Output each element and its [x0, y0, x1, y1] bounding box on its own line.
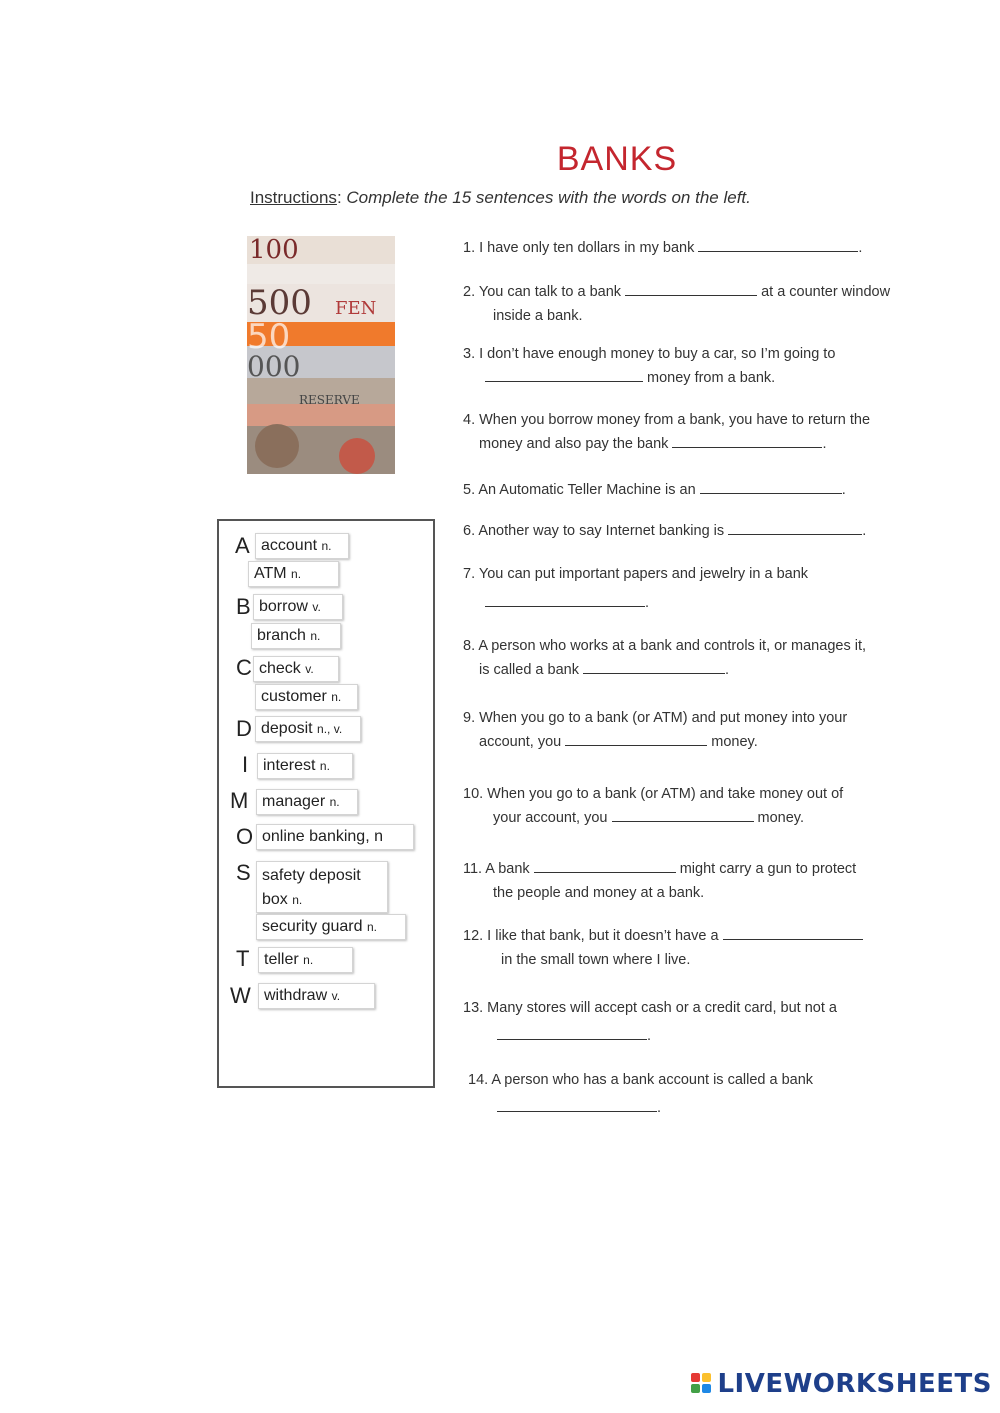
word-tile-atm[interactable]	[248, 561, 339, 587]
word-pos: n.	[321, 539, 332, 553]
word-tile-manager[interactable]	[256, 789, 358, 815]
word-pos: v.	[305, 662, 314, 676]
answer-blank[interactable]	[583, 659, 725, 674]
answer-blank[interactable]	[625, 281, 757, 296]
word-tile-security-guard[interactable]	[256, 914, 406, 940]
question-text: is called a bank	[479, 662, 583, 678]
question-text: 1. I have only ten dollars in my bank	[463, 240, 699, 256]
word-pos: v.	[312, 600, 321, 614]
word-text: customer	[261, 688, 327, 705]
word-bank-letter: I	[242, 752, 249, 777]
question-text: in the small town where I live.	[501, 952, 691, 968]
word-tile-branch[interactable]	[251, 623, 341, 649]
question-text: at a counter window	[757, 284, 891, 300]
question-text: money.	[707, 734, 758, 750]
instructions	[250, 188, 751, 208]
liveworksheets-logo-text: LIVEWORKSHEETS	[717, 1369, 992, 1399]
word-tile-safety-deposit-box[interactable]	[256, 861, 388, 913]
answer-blank[interactable]	[485, 592, 645, 607]
question-text: 5. An Automatic Teller Machine is an	[463, 482, 700, 498]
question-7	[463, 562, 808, 615]
answer-blank[interactable]	[485, 367, 643, 382]
question-text: the people and money at a bank.	[493, 885, 705, 901]
question-text: inside a bank.	[493, 308, 583, 324]
question-text: money from a bank.	[643, 370, 776, 386]
answer-blank[interactable]	[497, 1097, 657, 1112]
word-tile-deposit[interactable]	[255, 716, 361, 742]
question-14	[468, 1068, 813, 1120]
answer-blank[interactable]	[672, 433, 822, 448]
question-text: might carry a gun to protect	[675, 861, 857, 877]
word-pos: n.	[292, 893, 303, 907]
question-text: account, you	[479, 734, 566, 750]
word-tile-account[interactable]	[255, 533, 349, 559]
word-text: account	[261, 537, 318, 554]
word-pos: n.	[310, 629, 321, 643]
word-tile-withdraw[interactable]	[258, 983, 375, 1009]
question-6	[463, 519, 866, 543]
question-text: .	[822, 436, 827, 452]
word-bank-letter: T	[236, 946, 250, 971]
instructions-text: Complete the 15 sentences with the words on the left.	[346, 188, 751, 207]
word-text: branch	[257, 627, 306, 644]
question-text: .	[657, 1100, 662, 1116]
word-tile-interest[interactable]	[257, 753, 353, 779]
question-text: 7. You can put important papers and jewelry in a bank	[463, 566, 809, 582]
word-text: safety deposit	[262, 867, 361, 884]
answer-blank[interactable]	[728, 520, 862, 535]
instructions-colon: :	[336, 188, 342, 207]
question-text: money.	[753, 810, 805, 826]
question-8	[463, 634, 866, 682]
word-text: deposit	[261, 720, 313, 737]
word-text: interest	[263, 757, 316, 774]
word-pos: n.	[319, 759, 330, 773]
question-4	[463, 408, 870, 456]
answer-blank[interactable]	[700, 479, 842, 494]
banknotes-photo	[247, 236, 395, 474]
word-pos: n.	[329, 795, 340, 809]
word-bank-letter: A	[235, 533, 250, 558]
svg-text:500: 500	[247, 283, 312, 323]
word-text: security guard	[262, 918, 363, 935]
question-2	[463, 280, 890, 328]
question-13	[463, 996, 837, 1048]
svg-text:RESERVE: RESERVE	[299, 393, 360, 407]
answer-blank[interactable]	[534, 858, 676, 873]
question-text: .	[862, 523, 867, 539]
question-3	[463, 342, 835, 390]
word-tile-customer[interactable]	[255, 684, 358, 710]
answer-blank[interactable]	[698, 237, 858, 252]
word-bank-letter: C	[236, 655, 252, 680]
question-text: 6. Another way to say Internet banking is	[463, 523, 729, 539]
question-text: 14. A person who has a bank account is called a bank	[468, 1072, 814, 1088]
word-pos: n.	[366, 920, 377, 934]
word-bank-letter: W	[230, 983, 251, 1008]
word-tile-online-banking[interactable]	[256, 824, 414, 850]
word-bank-letter: O	[236, 824, 254, 849]
word-text: manager	[262, 793, 326, 810]
question-12	[463, 924, 863, 972]
word-text: withdraw	[264, 987, 328, 1004]
word-text: teller	[264, 951, 299, 968]
svg-text:50: 50	[247, 317, 291, 357]
question-text: 2. You can talk to a bank	[463, 284, 626, 300]
svg-text:100: 100	[249, 236, 299, 265]
answer-blank[interactable]	[497, 1025, 647, 1040]
word-pos: n., v.	[317, 722, 343, 736]
question-text: 9. When you go to a bank (or ATM) and put money into your	[463, 710, 848, 726]
word-pos: v.	[331, 989, 341, 1003]
answer-blank[interactable]	[612, 807, 754, 822]
word-tile-check[interactable]	[253, 656, 339, 682]
word-pos: n.	[331, 690, 342, 704]
question-text: 10. When you go to a bank (or ATM) and take money out of	[463, 786, 844, 802]
question-5	[463, 478, 846, 502]
word-tile-teller[interactable]	[258, 947, 353, 973]
word-tile-borrow[interactable]	[253, 594, 343, 620]
worksheet-title: BANKS	[556, 140, 678, 178]
question-text: 11. A bank	[463, 861, 534, 877]
word-text: box	[262, 891, 288, 908]
question-text: .	[858, 240, 863, 256]
question-text: 8. A person who works at a bank and controls it, or manages it,	[463, 638, 866, 654]
word-pos: n.	[303, 953, 314, 967]
word-text: ATM	[254, 565, 287, 582]
question-text: .	[645, 595, 650, 611]
question-11	[463, 857, 856, 905]
word-text: check	[259, 660, 301, 677]
word-bank-letter: B	[236, 594, 251, 619]
question-text: 13. Many stores will accept cash or a credit card, but not a	[463, 1000, 837, 1016]
liveworksheets-logo[interactable]	[691, 1369, 992, 1399]
question-text: .	[841, 482, 846, 498]
answer-blank[interactable]	[565, 731, 707, 746]
word-pos: n.	[291, 567, 302, 581]
question-9	[463, 706, 847, 754]
question-text: your account, you	[493, 810, 612, 826]
question-text: 3. I don’t have enough money to buy a car, so I’m going to	[463, 346, 836, 362]
word-bank-letter: D	[236, 716, 252, 741]
question-text: .	[724, 662, 730, 678]
svg-text:000: 000	[247, 350, 301, 383]
word-bank-letter: M	[230, 788, 249, 813]
question-text: money and also pay the bank	[479, 436, 673, 452]
word-text: online banking, n	[262, 828, 383, 845]
svg-text:FEN: FEN	[335, 298, 377, 319]
word-text: borrow	[259, 598, 308, 615]
question-10	[463, 782, 843, 830]
answer-blank[interactable]	[723, 925, 863, 940]
instructions-label: Instructions	[250, 188, 337, 207]
liveworksheets-logo-icon	[691, 1373, 713, 1395]
question-text: 4. When you borrow money from a bank, you have to return the	[463, 412, 871, 428]
question-1	[463, 236, 862, 260]
word-bank-letter: S	[236, 860, 251, 885]
question-text: 12. I like that bank, but it doesn’t have a	[463, 928, 723, 944]
question-text: .	[647, 1028, 652, 1044]
